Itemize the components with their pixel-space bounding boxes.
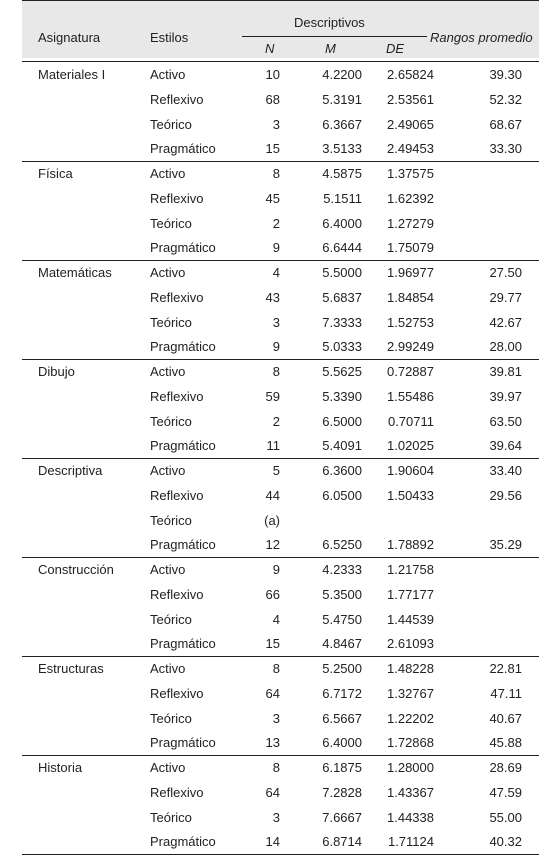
style-cell: Pragmático bbox=[150, 834, 216, 850]
n-cell: 4 bbox=[272, 265, 280, 280]
sd-cell: 1.50433 bbox=[387, 487, 434, 503]
n-cell: 3 bbox=[272, 710, 280, 726]
header-estilos: Estilos bbox=[150, 30, 189, 45]
n-cell: 3 bbox=[272, 809, 280, 825]
header-top-rule bbox=[22, 0, 539, 1]
mean-cell: 5.5000 bbox=[322, 265, 362, 280]
style-cell: Teórico bbox=[150, 512, 192, 528]
n-cell: 13 bbox=[265, 735, 280, 751]
sd-cell: 1.78892 bbox=[387, 537, 434, 553]
sd-cell: 1.02025 bbox=[387, 438, 434, 454]
n-cell: 3 bbox=[272, 314, 280, 330]
style-cell: Activo bbox=[150, 364, 186, 379]
group-separator bbox=[22, 161, 539, 162]
mean-cell: 6.8714 bbox=[322, 834, 362, 850]
style-cell: Activo bbox=[150, 67, 186, 82]
rank-cell: 29.77 bbox=[489, 289, 522, 305]
style-cell: Pragmático bbox=[150, 636, 216, 652]
sd-cell: 1.27279 bbox=[387, 215, 434, 231]
mean-cell: 4.2200 bbox=[322, 67, 362, 82]
n-cell: 8 bbox=[272, 760, 280, 775]
rank-cell: 45.88 bbox=[489, 735, 522, 751]
sd-cell: 0.70711 bbox=[387, 413, 434, 429]
style-cell: Reflexivo bbox=[150, 586, 204, 602]
style-cell: Teórico bbox=[150, 611, 192, 627]
rank-cell: 68.67 bbox=[489, 116, 522, 132]
sd-cell: 1.44539 bbox=[387, 611, 434, 627]
mean-cell: 5.1511 bbox=[323, 190, 362, 206]
sd-cell: 2.65824 bbox=[387, 67, 434, 82]
rank-cell: 47.11 bbox=[490, 685, 522, 701]
mean-cell: 4.8467 bbox=[322, 636, 362, 652]
mean-cell: 7.6667 bbox=[322, 809, 362, 825]
n-cell: 12 bbox=[265, 537, 280, 553]
mean-cell: 5.0333 bbox=[322, 339, 362, 355]
mean-cell: 6.5000 bbox=[322, 413, 362, 429]
sd-cell: 2.53561 bbox=[387, 91, 434, 107]
sd-cell: 1.43367 bbox=[387, 784, 434, 800]
sd-cell: 2.49453 bbox=[387, 141, 434, 157]
style-cell: Activo bbox=[150, 265, 186, 280]
n-cell: 8 bbox=[272, 166, 280, 181]
group-separator bbox=[22, 557, 539, 558]
style-cell: Teórico bbox=[150, 116, 192, 132]
style-cell: Teórico bbox=[150, 809, 192, 825]
n-cell: 66 bbox=[265, 586, 280, 602]
rank-cell: 28.00 bbox=[489, 339, 522, 355]
style-cell: Pragmático bbox=[150, 735, 216, 751]
sd-cell: 1.28000 bbox=[387, 760, 434, 775]
style-cell: Pragmático bbox=[150, 537, 216, 553]
rank-cell: 40.32 bbox=[489, 834, 522, 850]
sd-cell: 1.32767 bbox=[387, 685, 434, 701]
mean-cell: 6.5250 bbox=[322, 537, 362, 553]
n-cell: 45 bbox=[265, 190, 280, 206]
style-cell: Reflexivo bbox=[150, 190, 204, 206]
sd-cell: 1.22202 bbox=[387, 710, 434, 726]
rank-cell: 28.69 bbox=[489, 760, 522, 775]
style-cell: Reflexivo bbox=[150, 685, 204, 701]
n-cell: 64 bbox=[265, 685, 280, 701]
style-cell: Reflexivo bbox=[150, 784, 204, 800]
style-cell: Teórico bbox=[150, 314, 192, 330]
sd-cell: 1.37575 bbox=[387, 166, 434, 181]
group-name: Construcción bbox=[38, 562, 114, 577]
sd-cell: 1.72868 bbox=[387, 735, 434, 751]
rank-cell: 63.50 bbox=[489, 413, 522, 429]
rank-cell: 40.67 bbox=[489, 710, 522, 726]
group-separator bbox=[22, 656, 539, 657]
header-m: M bbox=[325, 41, 336, 56]
rank-cell: 55.00 bbox=[489, 809, 522, 825]
group-separator bbox=[22, 854, 539, 855]
mean-cell: 5.6837 bbox=[322, 289, 362, 305]
group-separator bbox=[22, 755, 539, 756]
style-cell: Reflexivo bbox=[150, 388, 204, 404]
style-cell: Teórico bbox=[150, 413, 192, 429]
sd-cell: 1.90604 bbox=[387, 463, 434, 478]
descriptivos-rule bbox=[242, 36, 427, 37]
style-cell: Pragmático bbox=[150, 339, 216, 355]
group-name: Estructuras bbox=[38, 661, 104, 676]
style-cell: Pragmático bbox=[150, 141, 216, 157]
n-cell: 15 bbox=[265, 141, 280, 157]
style-cell: Reflexivo bbox=[150, 487, 204, 503]
rank-cell: 39.81 bbox=[489, 364, 522, 379]
sd-cell: 2.49065 bbox=[387, 116, 434, 132]
group-name: Descriptiva bbox=[38, 463, 103, 478]
sd-cell: 1.96977 bbox=[387, 265, 434, 280]
mean-cell: 5.5625 bbox=[322, 364, 362, 379]
group-separator bbox=[22, 458, 539, 459]
mean-cell: 5.3191 bbox=[322, 91, 362, 107]
mean-cell: 5.4091 bbox=[322, 438, 362, 454]
sd-cell: 1.21758 bbox=[387, 562, 434, 577]
n-cell: (a) bbox=[264, 512, 280, 528]
rank-cell: 29.56 bbox=[489, 487, 522, 503]
style-cell: Pragmático bbox=[150, 240, 216, 256]
rank-cell: 22.81 bbox=[489, 661, 522, 676]
sd-cell: 1.52753 bbox=[387, 314, 434, 330]
sd-cell: 1.77177 bbox=[387, 586, 434, 602]
mean-cell: 7.3333 bbox=[322, 314, 362, 330]
n-cell: 4 bbox=[272, 611, 280, 627]
sd-cell: 1.71124 bbox=[387, 834, 434, 850]
n-cell: 15 bbox=[265, 636, 280, 652]
mean-cell: 6.4000 bbox=[322, 215, 362, 231]
group-name: Dibujo bbox=[38, 364, 75, 379]
n-cell: 11 bbox=[266, 438, 280, 454]
rank-cell: 47.59 bbox=[489, 784, 522, 800]
n-cell: 5 bbox=[272, 463, 280, 478]
group-name: Materiales I bbox=[38, 67, 106, 82]
group-name: Matemáticas bbox=[38, 265, 112, 280]
mean-cell: 7.2828 bbox=[322, 784, 362, 800]
table-header bbox=[22, 0, 539, 58]
rank-cell: 39.64 bbox=[489, 438, 522, 454]
rank-cell: 27.50 bbox=[489, 265, 522, 280]
mean-cell: 6.7172 bbox=[322, 685, 362, 701]
header-asignatura: Asignatura bbox=[38, 30, 101, 45]
n-cell: 44 bbox=[265, 487, 280, 503]
style-cell: Reflexivo bbox=[150, 289, 204, 305]
rank-cell: 39.97 bbox=[489, 388, 522, 404]
mean-cell: 3.5133 bbox=[322, 141, 362, 157]
sd-cell: 1.48228 bbox=[387, 661, 434, 676]
sd-cell: 1.84854 bbox=[387, 289, 434, 305]
n-cell: 8 bbox=[272, 364, 280, 379]
n-cell: 9 bbox=[272, 240, 280, 256]
mean-cell: 6.3667 bbox=[322, 116, 362, 132]
group-name: Historia bbox=[38, 760, 83, 775]
rank-cell: 33.30 bbox=[489, 141, 522, 157]
mean-cell: 6.4000 bbox=[322, 735, 362, 751]
n-cell: 3 bbox=[272, 116, 280, 132]
header-bottom-rule bbox=[22, 61, 539, 62]
group-separator bbox=[22, 359, 539, 360]
style-cell: Activo bbox=[150, 760, 186, 775]
header-n: N bbox=[265, 41, 275, 56]
style-cell: Activo bbox=[150, 661, 186, 676]
sd-cell: 1.62392 bbox=[387, 190, 434, 206]
sd-cell: 1.75079 bbox=[387, 240, 434, 256]
n-cell: 59 bbox=[265, 388, 280, 404]
mean-cell: 5.4750 bbox=[322, 611, 362, 627]
sd-cell: 1.55486 bbox=[387, 388, 434, 404]
mean-cell: 4.2333 bbox=[322, 562, 362, 577]
header-de: DE bbox=[386, 41, 405, 56]
header-descriptivos: Descriptivos bbox=[294, 15, 365, 30]
n-cell: 9 bbox=[272, 562, 280, 577]
mean-cell: 4.5875 bbox=[322, 166, 362, 181]
mean-cell: 6.6444 bbox=[322, 240, 362, 256]
header-rangos-promedio: Rangos promedio bbox=[430, 30, 533, 45]
n-cell: 9 bbox=[272, 339, 280, 355]
mean-cell: 5.3390 bbox=[322, 388, 362, 404]
rank-cell: 42.67 bbox=[489, 314, 522, 330]
style-cell: Teórico bbox=[150, 710, 192, 726]
sd-cell: 1.44338 bbox=[387, 809, 434, 825]
n-cell: 10 bbox=[265, 67, 280, 82]
mean-cell: 5.3500 bbox=[322, 586, 362, 602]
rank-cell: 39.30 bbox=[489, 67, 522, 82]
rank-cell: 35.29 bbox=[489, 537, 522, 553]
group-name: Física bbox=[38, 166, 73, 181]
rank-cell: 52.32 bbox=[489, 91, 522, 107]
n-cell: 14 bbox=[265, 834, 280, 850]
n-cell: 43 bbox=[265, 289, 280, 305]
n-cell: 2 bbox=[272, 413, 280, 429]
mean-cell: 6.0500 bbox=[322, 487, 362, 503]
sd-cell: 2.99249 bbox=[387, 339, 434, 355]
style-cell: Activo bbox=[150, 463, 186, 478]
n-cell: 64 bbox=[265, 784, 280, 800]
n-cell: 8 bbox=[272, 661, 280, 676]
style-cell: Teórico bbox=[150, 215, 192, 231]
rank-cell: 33.40 bbox=[489, 463, 522, 478]
n-cell: 68 bbox=[265, 91, 280, 107]
style-cell: Reflexivo bbox=[150, 91, 204, 107]
mean-cell: 6.3600 bbox=[322, 463, 362, 478]
sd-cell: 0.72887 bbox=[387, 364, 434, 379]
mean-cell: 6.5667 bbox=[322, 710, 362, 726]
style-cell: Activo bbox=[150, 166, 186, 181]
mean-cell: 5.2500 bbox=[322, 661, 362, 676]
style-cell: Activo bbox=[150, 562, 186, 577]
style-cell: Pragmático bbox=[150, 438, 216, 454]
n-cell: 2 bbox=[272, 215, 280, 231]
sd-cell: 2.61093 bbox=[387, 636, 434, 652]
mean-cell: 6.1875 bbox=[322, 760, 362, 775]
group-separator bbox=[22, 260, 539, 261]
